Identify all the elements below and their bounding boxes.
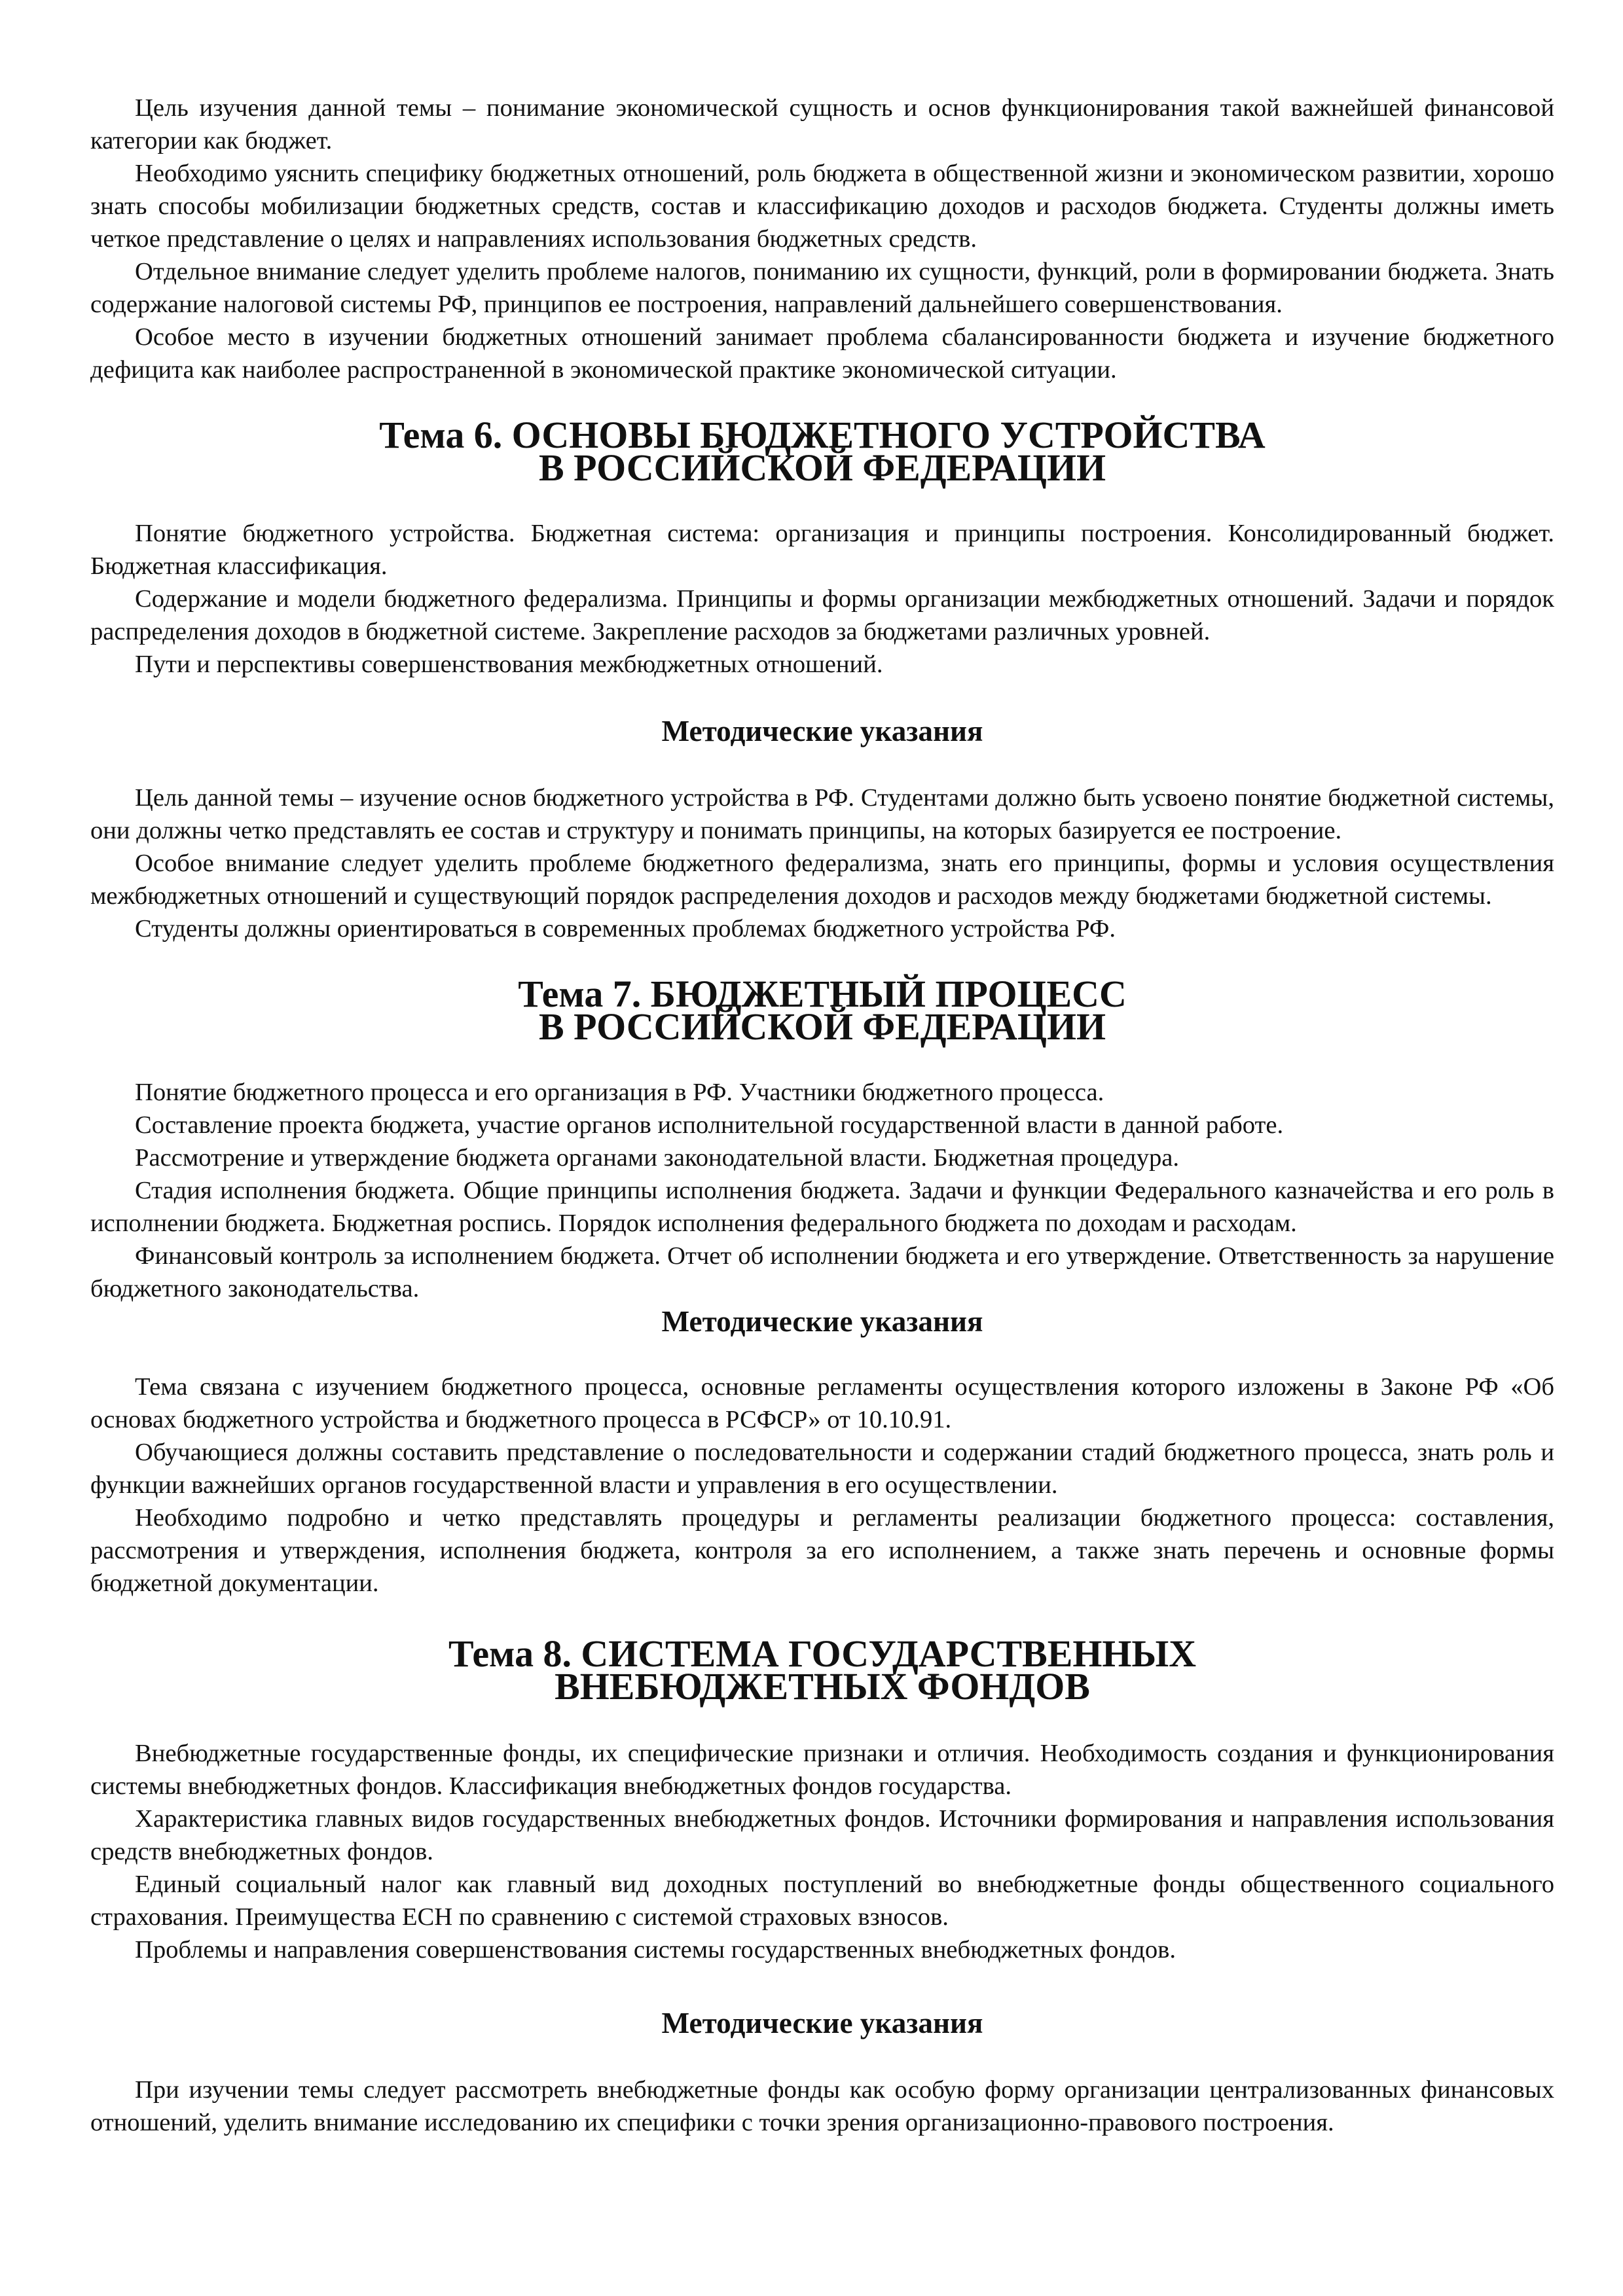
topic-8-paragraph-2: Характеристика главных видов государственных внебюджетных фондов. Источники формирования и направления использования средств внебюджетных фондов. xyxy=(90,1805,1554,1865)
topic-8-paragraph-3: Единый социальный налог как главный вид доходных поступлений во внебюджетные фонды общественного социального страхования. Преимущества ЕСН по сравнению с системой страховых взносов. xyxy=(90,1871,1554,1931)
topic-8-guidelines-title: Методические указания xyxy=(661,2007,983,2039)
topic-6-title xyxy=(90,414,1554,489)
topic-6-guideline-2: Особое внимание следует уделить проблеме бюджетного федерализма, знать его принципы, формы и условия осуществления межбюджетных отношений и существующий порядок распределения доходов и расходов между бюджетами бюджетной системы. xyxy=(90,850,1554,910)
topic-8-title-line-2: ВНЕБЮДЖЕТНЫХ ФОНДОВ xyxy=(555,1665,1090,1708)
topic-8-paragraph-4: Проблемы и направления совершенствования системы государственных внебюджетных фондов. xyxy=(135,1936,1176,1964)
topic-6-paragraph-1: Понятие бюджетного устройства. Бюджетная система: организация и принципы построения. Консолидированный бюджет. Бюджетная классификация. xyxy=(90,520,1554,580)
topic-7-guideline-1: Тема связана с изучением бюджетного процесса, основные регламенты осуществления которого изложены в Законе РФ «Об основах бюджетного устройства и бюджетного процесса в РСФСР» от 10.10.91. xyxy=(90,1373,1554,1433)
topic-7-paragraph-2: Составление проекта бюджета, участие органов исполнительной государственной власти в данной работе. xyxy=(135,1111,1284,1139)
topic-7-guidelines-title: Методические указания xyxy=(661,1305,983,1338)
topic-8-title xyxy=(90,1632,1554,1708)
topic-7-paragraph-1: Понятие бюджетного процесса и его организация в РФ. Участники бюджетного процесса. xyxy=(135,1079,1104,1106)
topic-7-title-line-2: В РОССИЙСКОЙ ФЕДЕРАЦИИ xyxy=(538,1005,1106,1048)
topic-7-guideline-2: Обучающиеся должны составить представление о последовательности и содержании стадий бюджетного процесса, знать роль и функции важнейших органов государственной власти и управления в его осуществлении. xyxy=(90,1439,1554,1499)
topic-7-guideline-3: Необходимо подробно и четко представлять процедуры и регламенты реализации бюджетного процесса: составления, рассмотрения и утверждения, исполнения бюджета, контроля за его исполнением, а также знать перечень и основные формы бюджетной документации. xyxy=(90,1504,1554,1597)
intro-paragraph-2: Необходимо уяснить специфику бюджетных отношений, роль бюджета в общественной жизни и экономическом развитии, хорошо знать способы мобилизации бюджетных средств, состав и классификацию доходов и расходов бюджета. Студенты должны иметь четкое представление о целях и направлениях использования бюджетных средств. xyxy=(90,160,1554,253)
topic-7-content xyxy=(90,1076,1554,1305)
topic-7-title xyxy=(90,973,1554,1048)
topic-8-title-line-1: Тема 8. СИСТЕМА ГОСУДАРСТВЕННЫХ xyxy=(448,1632,1197,1675)
topic-6-paragraph-2: Содержание и модели бюджетного федерализма. Принципы и формы организации межбюджетных отношений. Задачи и порядок распределения доходов в бюджетной системе. Закрепление расходов за бюджетами различных уровней. xyxy=(90,585,1554,645)
topic-6-content xyxy=(90,517,1554,681)
topic-8-guideline-1: При изучении темы следует рассмотреть внебюджетные фонды как особую форму организации централизованных финансовых отношений, уделить внимание исследованию их специфики с точки зрения организационно-правового построения. xyxy=(90,2076,1554,2136)
topic-6-guideline-3: Студенты должны ориентироваться в современных проблемах бюджетного устройства РФ. xyxy=(135,915,1116,942)
topic-8-content xyxy=(90,1737,1554,1966)
topic-6-guidelines xyxy=(90,781,1554,945)
intro-paragraph-4: Особое место в изучении бюджетных отношений занимает проблема сбалансированности бюджета и изучение бюджетного дефицита как наиболее распространенной в экономической практике экономической ситуации. xyxy=(90,323,1554,384)
topic-8-guidelines xyxy=(90,2073,1554,2139)
topic-7-paragraph-4: Стадия исполнения бюджета. Общие принципы исполнения бюджета. Задачи и функции Федерального казначейства и его роль в исполнении бюджета. Бюджетная роспись. Порядок исполнения федерального бюджета по доходам и расходам. xyxy=(90,1177,1554,1237)
topic-7-title-line-1: Тема 7. БЮДЖЕТНЫЙ ПРОЦЕСС xyxy=(518,973,1127,1015)
intro-paragraph-3: Отдельное внимание следует уделить проблеме налогов, пониманию их сущности, функций, роли в формировании бюджета. Знать содержание налоговой системы РФ, принципов ее построения, направлений дальнейшего совершенствования. xyxy=(90,258,1554,318)
topic-8-paragraph-1: Внебюджетные государственные фонды, их специфические признаки и отличия. Необходимость создания и функционирования системы внебюджетных фондов. Классификация внебюджетных фондов государства. xyxy=(90,1740,1554,1800)
topic-6-paragraph-3: Пути и перспективы совершенствования межбюджетных отношений. xyxy=(135,651,883,678)
intro-paragraph-1: Цель изучения данной темы – понимание экономической сущность и основ функционирования такой важнейшей финансовой категории как бюджет. xyxy=(90,94,1554,154)
topic-6-title-line-1: Тема 6. ОСНОВЫ БЮДЖЕТНОГО УСТРОЙСТВА xyxy=(379,414,1266,456)
topic-6-title-line-2: В РОССИЙСКОЙ ФЕДЕРАЦИИ xyxy=(538,446,1106,489)
topic-7-paragraph-5: Финансовый контроль за исполнением бюджета. Отчет об исполнении бюджета и его утверждение. Ответственность за нарушение бюджетного законодательства. xyxy=(90,1242,1554,1302)
document-page xyxy=(90,92,1554,2139)
topic-6-guidelines-title: Методические указания xyxy=(661,715,983,747)
topic-7-paragraph-3: Рассмотрение и утверждение бюджета органами законодательной власти. Бюджетная процедура. xyxy=(135,1144,1180,1172)
topic-6-guideline-1: Цель данной темы – изучение основ бюджетного устройства в РФ. Студентами должно быть усвоено понятие бюджетной системы, они должны четко представлять ее состав и структуру и понимать принципы, на которых базируется ее построение. xyxy=(90,784,1554,844)
topic-7-guidelines xyxy=(90,1371,1554,1600)
